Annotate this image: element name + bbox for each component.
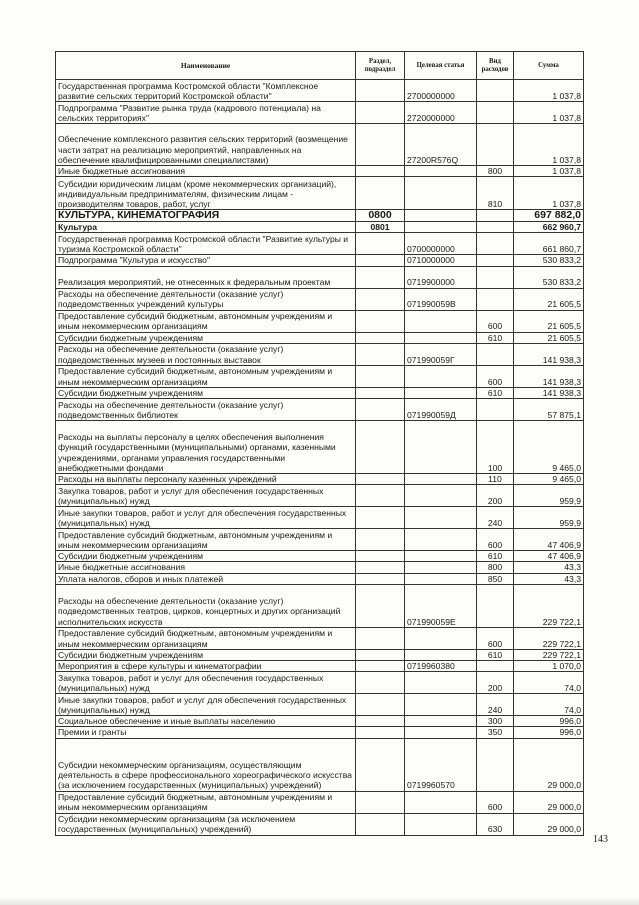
row-name-cell: Расходы на обеспечение деятельности (оказание услуг) подведомственных театров, цирков, концертных и других организаций исполнительских искусств	[56, 584, 356, 627]
row-section-cell	[356, 343, 405, 365]
row-sum-cell: 21 605,5	[514, 310, 584, 332]
row-section-cell	[356, 694, 405, 716]
row-expense-type-cell: 630	[477, 813, 514, 835]
header-article: Целевая статья	[405, 52, 477, 80]
row-sum-cell: 1 037,8	[514, 102, 584, 124]
row-name-cell: Иные бюджетные ассигнования	[56, 562, 356, 573]
row-expense-type-cell: 600	[477, 791, 514, 813]
row-name-cell: Субсидии бюджетным учреждениям	[56, 551, 356, 562]
row-expense-type-cell: 600	[477, 310, 514, 332]
row-article-cell	[405, 551, 477, 562]
row-article-cell: 071990059Д	[405, 399, 477, 421]
row-name-cell: Расходы на выплаты персоналу казенных учреждений	[56, 474, 356, 485]
row-expense-type-cell	[477, 233, 514, 255]
row-section-cell	[356, 365, 405, 387]
table-row	[56, 716, 584, 727]
header-row	[56, 52, 584, 80]
row-section-cell	[356, 649, 405, 660]
row-expense-type-cell: 600	[477, 529, 514, 551]
row-article-cell: 0719960380	[405, 661, 477, 672]
row-name-cell: Предоставление субсидий бюджетным, автономным учреждениям и иным некоммерческим организациям	[56, 529, 356, 551]
row-section-cell	[356, 584, 405, 627]
row-expense-type-cell	[477, 288, 514, 310]
table-row	[56, 661, 584, 672]
row-article-cell	[405, 365, 477, 387]
table-row	[56, 813, 584, 835]
row-name-cell: Подпрограмма "Развитие рынка труда (кадрового потенциала) на сельских территориях"	[56, 102, 356, 124]
row-article-cell: 071990059В	[405, 288, 477, 310]
row-article-cell: 0719960570	[405, 738, 477, 791]
table-row	[56, 177, 584, 210]
row-sum-cell: 9 465,0	[514, 421, 584, 474]
row-article-cell	[405, 791, 477, 813]
row-expense-type-cell: 240	[477, 694, 514, 716]
row-expense-type-cell	[477, 399, 514, 421]
row-sum-cell: 141 938,3	[514, 343, 584, 365]
budget-table	[55, 51, 584, 836]
row-sum-cell: 29 000,0	[514, 791, 584, 813]
row-sum-cell: 21 605,5	[514, 288, 584, 310]
row-article-cell	[405, 485, 477, 507]
row-sum-cell: 697 882,0	[514, 210, 584, 222]
row-name-cell: Субсидии некоммерческим организациям (за исключением государственных (муниципальных) учреждений)	[56, 813, 356, 835]
row-article-cell: 2700000000	[405, 80, 477, 102]
scan-edge	[0, 897, 639, 905]
row-section-cell	[356, 166, 405, 177]
row-name-cell: Закупка товаров, работ и услуг для обеспечения государственных (муниципальных) нужд	[56, 485, 356, 507]
row-expense-type-cell	[477, 210, 514, 222]
row-article-cell: 071990059Г	[405, 343, 477, 365]
row-sum-cell: 141 938,3	[514, 387, 584, 398]
row-expense-type-cell	[477, 584, 514, 627]
row-article-cell	[405, 210, 477, 222]
row-section-cell	[356, 738, 405, 791]
row-section-cell	[356, 791, 405, 813]
row-sum-cell: 996,0	[514, 727, 584, 738]
row-sum-cell: 229 722,1	[514, 649, 584, 660]
row-article-cell	[405, 627, 477, 649]
row-article-cell	[405, 474, 477, 485]
row-name-cell: Подпрограмма "Культура и искусство"	[56, 255, 356, 266]
row-expense-type-cell: 600	[477, 365, 514, 387]
row-expense-type-cell	[477, 343, 514, 365]
row-section-cell	[356, 288, 405, 310]
row-section-cell	[356, 387, 405, 398]
row-sum-cell: 1 037,8	[514, 177, 584, 210]
row-name-cell: Государственная программа Костромской области "Развитие культуры и туризма Костромской области"	[56, 233, 356, 255]
table-row	[56, 343, 584, 365]
row-sum-cell: 74,0	[514, 672, 584, 694]
row-name-cell: Расходы на выплаты персоналу в целях обеспечения выполнения функций государственными (муниципальными) органами, казенными учреждениями, органами управления государственными внебюджетными фондами	[56, 421, 356, 474]
table-body	[56, 80, 584, 836]
row-expense-type-cell: 110	[477, 474, 514, 485]
row-section-cell	[356, 573, 405, 584]
row-section-cell	[356, 661, 405, 672]
row-sum-cell: 47 406,9	[514, 551, 584, 562]
page-number: 143	[593, 834, 608, 845]
row-expense-type-cell: 300	[477, 716, 514, 727]
row-section-cell	[356, 399, 405, 421]
row-expense-type-cell: 850	[477, 573, 514, 584]
table-row	[56, 124, 584, 166]
row-name-cell: Иные закупки товаров, работ и услуг для обеспечения государственных (муниципальных) нужд	[56, 507, 356, 529]
row-name-cell: Субсидии юридическим лицам (кроме некоммерческих организаций), индивидуальным предпринимателям, физическим лицам - производителям товаров, работ, услуг	[56, 177, 356, 210]
row-name-cell: Предоставление субсидий бюджетным, автономным учреждениям и иным некоммерческим организациям	[56, 310, 356, 332]
row-sum-cell: 1 037,8	[514, 80, 584, 102]
row-name-cell: Субсидии бюджетным учреждениям	[56, 649, 356, 660]
row-section-cell	[356, 562, 405, 573]
table-row	[56, 694, 584, 716]
row-article-cell	[405, 507, 477, 529]
row-section-cell	[356, 627, 405, 649]
row-sum-cell: 29 000,0	[514, 738, 584, 791]
table-row	[56, 222, 584, 233]
row-expense-type-cell	[477, 124, 514, 166]
row-sum-cell: 21 605,5	[514, 332, 584, 343]
row-sum-cell: 530 833,2	[514, 266, 584, 288]
row-expense-type-cell: 800	[477, 166, 514, 177]
row-expense-type-cell	[477, 661, 514, 672]
row-expense-type-cell: 610	[477, 649, 514, 660]
row-sum-cell: 229 722,1	[514, 627, 584, 649]
table-row	[56, 233, 584, 255]
row-section-cell: 0800	[356, 210, 405, 222]
table-row	[56, 727, 584, 738]
row-article-cell	[405, 813, 477, 835]
table-row	[56, 288, 584, 310]
row-sum-cell: 43,3	[514, 573, 584, 584]
row-expense-type-cell: 240	[477, 507, 514, 529]
table-row	[56, 791, 584, 813]
row-sum-cell: 996,0	[514, 716, 584, 727]
row-name-cell: Государственная программа Костромской области "Комплексное развитие сельских территорий Костромской области"	[56, 80, 356, 102]
row-article-cell	[405, 573, 477, 584]
row-expense-type-cell	[477, 738, 514, 791]
row-article-cell	[405, 716, 477, 727]
row-name-cell: Предоставление субсидий бюджетным, автономным учреждениям и иным некоммерческим организациям	[56, 791, 356, 813]
row-sum-cell: 43,3	[514, 562, 584, 573]
row-article-cell	[405, 332, 477, 343]
table-row	[56, 80, 584, 102]
row-section-cell	[356, 102, 405, 124]
row-expense-type-cell	[477, 255, 514, 266]
table-row	[56, 529, 584, 551]
row-section-cell	[356, 672, 405, 694]
row-name-cell: Мероприятия в сфере культуры и кинематографии	[56, 661, 356, 672]
row-name-cell: Премии и гранты	[56, 727, 356, 738]
row-section-cell	[356, 474, 405, 485]
row-article-cell: 0700000000	[405, 233, 477, 255]
table-row	[56, 562, 584, 573]
row-sum-cell: 74,0	[514, 694, 584, 716]
row-expense-type-cell	[477, 222, 514, 233]
row-sum-cell: 959,9	[514, 507, 584, 529]
row-article-cell	[405, 177, 477, 210]
row-name-cell: Субсидии бюджетным учреждениям	[56, 332, 356, 343]
table-row	[56, 399, 584, 421]
row-name-cell: КУЛЬТУРА, КИНЕМАТОГРАФИЯ	[56, 210, 356, 222]
row-name-cell: Уплата налогов, сборов и иных платежей	[56, 573, 356, 584]
table-row	[56, 310, 584, 332]
row-expense-type-cell	[477, 266, 514, 288]
row-section-cell	[356, 421, 405, 474]
row-sum-cell: 662 960,7	[514, 222, 584, 233]
table-row	[56, 627, 584, 649]
row-article-cell	[405, 310, 477, 332]
row-name-cell: Расходы на обеспечение деятельности (оказание услуг) подведомственных библиотек	[56, 399, 356, 421]
row-expense-type-cell: 810	[477, 177, 514, 210]
row-article-cell: 0719900000	[405, 266, 477, 288]
row-section-cell	[356, 124, 405, 166]
row-section-cell	[356, 233, 405, 255]
row-name-cell: Реализация мероприятий, не отнесенных к федеральным проектам	[56, 266, 356, 288]
table-row	[56, 584, 584, 627]
row-article-cell	[405, 222, 477, 233]
row-article-cell	[405, 529, 477, 551]
table-row	[56, 166, 584, 177]
row-sum-cell: 141 938,3	[514, 365, 584, 387]
row-section-cell	[356, 266, 405, 288]
row-sum-cell: 530 833,2	[514, 255, 584, 266]
table-row	[56, 649, 584, 660]
row-article-cell	[405, 562, 477, 573]
row-article-cell	[405, 649, 477, 660]
row-sum-cell: 47 406,9	[514, 529, 584, 551]
table-row	[56, 551, 584, 562]
header-name: Наименование	[56, 52, 356, 80]
table-row	[56, 387, 584, 398]
row-article-cell	[405, 694, 477, 716]
table-row	[56, 266, 584, 288]
table-row	[56, 573, 584, 584]
row-section-cell	[356, 529, 405, 551]
row-sum-cell: 57 875,1	[514, 399, 584, 421]
row-article-cell	[405, 727, 477, 738]
table-row	[56, 485, 584, 507]
row-article-cell: 0710000000	[405, 255, 477, 266]
row-expense-type-cell: 200	[477, 672, 514, 694]
row-sum-cell: 229 722,1	[514, 584, 584, 627]
row-article-cell	[405, 166, 477, 177]
row-expense-type-cell	[477, 102, 514, 124]
table-row	[56, 332, 584, 343]
row-article-cell: 27200R576Q	[405, 124, 477, 166]
row-section-cell	[356, 813, 405, 835]
row-expense-type-cell	[477, 80, 514, 102]
row-sum-cell: 9 465,0	[514, 474, 584, 485]
table-row	[56, 102, 584, 124]
row-expense-type-cell: 610	[477, 387, 514, 398]
row-section-cell	[356, 727, 405, 738]
row-section-cell	[356, 177, 405, 210]
row-section-cell	[356, 332, 405, 343]
row-sum-cell: 661 860,7	[514, 233, 584, 255]
row-name-cell: Иные бюджетные ассигнования	[56, 166, 356, 177]
row-name-cell: Предоставление субсидий бюджетным, автономным учреждениям и иным некоммерческим организациям	[56, 627, 356, 649]
row-section-cell	[356, 310, 405, 332]
header-sum: Сумма	[514, 52, 584, 80]
row-name-cell: Субсидии некоммерческим организациям, осуществляющим деятельность в сфере профессионального хореографического искусства (за исключением государственных (муниципальных) учреждений)	[56, 738, 356, 791]
row-name-cell: Закупка товаров, работ и услуг для обеспечения государственных (муниципальных) нужд	[56, 672, 356, 694]
row-expense-type-cell: 600	[477, 627, 514, 649]
row-name-cell: Культура	[56, 222, 356, 233]
row-name-cell: Социальное обеспечение и иные выплаты населению	[56, 716, 356, 727]
row-article-cell	[405, 672, 477, 694]
row-sum-cell: 1 037,8	[514, 124, 584, 166]
row-expense-type-cell: 200	[477, 485, 514, 507]
row-sum-cell: 1 037,8	[514, 166, 584, 177]
row-section-cell	[356, 507, 405, 529]
row-section-cell	[356, 255, 405, 266]
row-section-cell	[356, 551, 405, 562]
table-row	[56, 507, 584, 529]
row-name-cell: Расходы на обеспечение деятельности (оказание услуг) подведомственных учреждений культуры	[56, 288, 356, 310]
row-sum-cell: 29 000,0	[514, 813, 584, 835]
row-sum-cell: 1 070,0	[514, 661, 584, 672]
row-name-cell: Иные закупки товаров, работ и услуг для обеспечения государственных (муниципальных) нужд	[56, 694, 356, 716]
row-name-cell: Расходы на обеспечение деятельности (оказание услуг) подведомственных музеев и постоянных выставок	[56, 343, 356, 365]
row-article-cell	[405, 387, 477, 398]
row-expense-type-cell: 610	[477, 332, 514, 343]
row-name-cell: Обеспечение комплексного развития сельских территорий (возмещение части затрат на реализацию мероприятий, направленных на обеспечение квалифицированными специалистами)	[56, 124, 356, 166]
table-row	[56, 365, 584, 387]
table-row	[56, 474, 584, 485]
row-expense-type-cell: 800	[477, 562, 514, 573]
header-section: Раздел, подраздел	[356, 52, 405, 80]
table-row	[56, 738, 584, 791]
table-row	[56, 210, 584, 222]
row-expense-type-cell: 350	[477, 727, 514, 738]
header-expense-type: Вид расходов	[477, 52, 514, 80]
row-expense-type-cell: 610	[477, 551, 514, 562]
row-article-cell: 071990059Е	[405, 584, 477, 627]
table-row	[56, 255, 584, 266]
row-section-cell	[356, 716, 405, 727]
row-section-cell	[356, 485, 405, 507]
row-section-cell	[356, 80, 405, 102]
row-sum-cell: 959,9	[514, 485, 584, 507]
row-name-cell: Субсидии бюджетным учреждениям	[56, 387, 356, 398]
row-article-cell: 2720000000	[405, 102, 477, 124]
table-row	[56, 421, 584, 474]
row-name-cell: Предоставление субсидий бюджетным, автономным учреждениям и иным некоммерческим организациям	[56, 365, 356, 387]
row-expense-type-cell: 100	[477, 421, 514, 474]
row-section-cell: 0801	[356, 222, 405, 233]
row-article-cell	[405, 421, 477, 474]
table-row	[56, 672, 584, 694]
